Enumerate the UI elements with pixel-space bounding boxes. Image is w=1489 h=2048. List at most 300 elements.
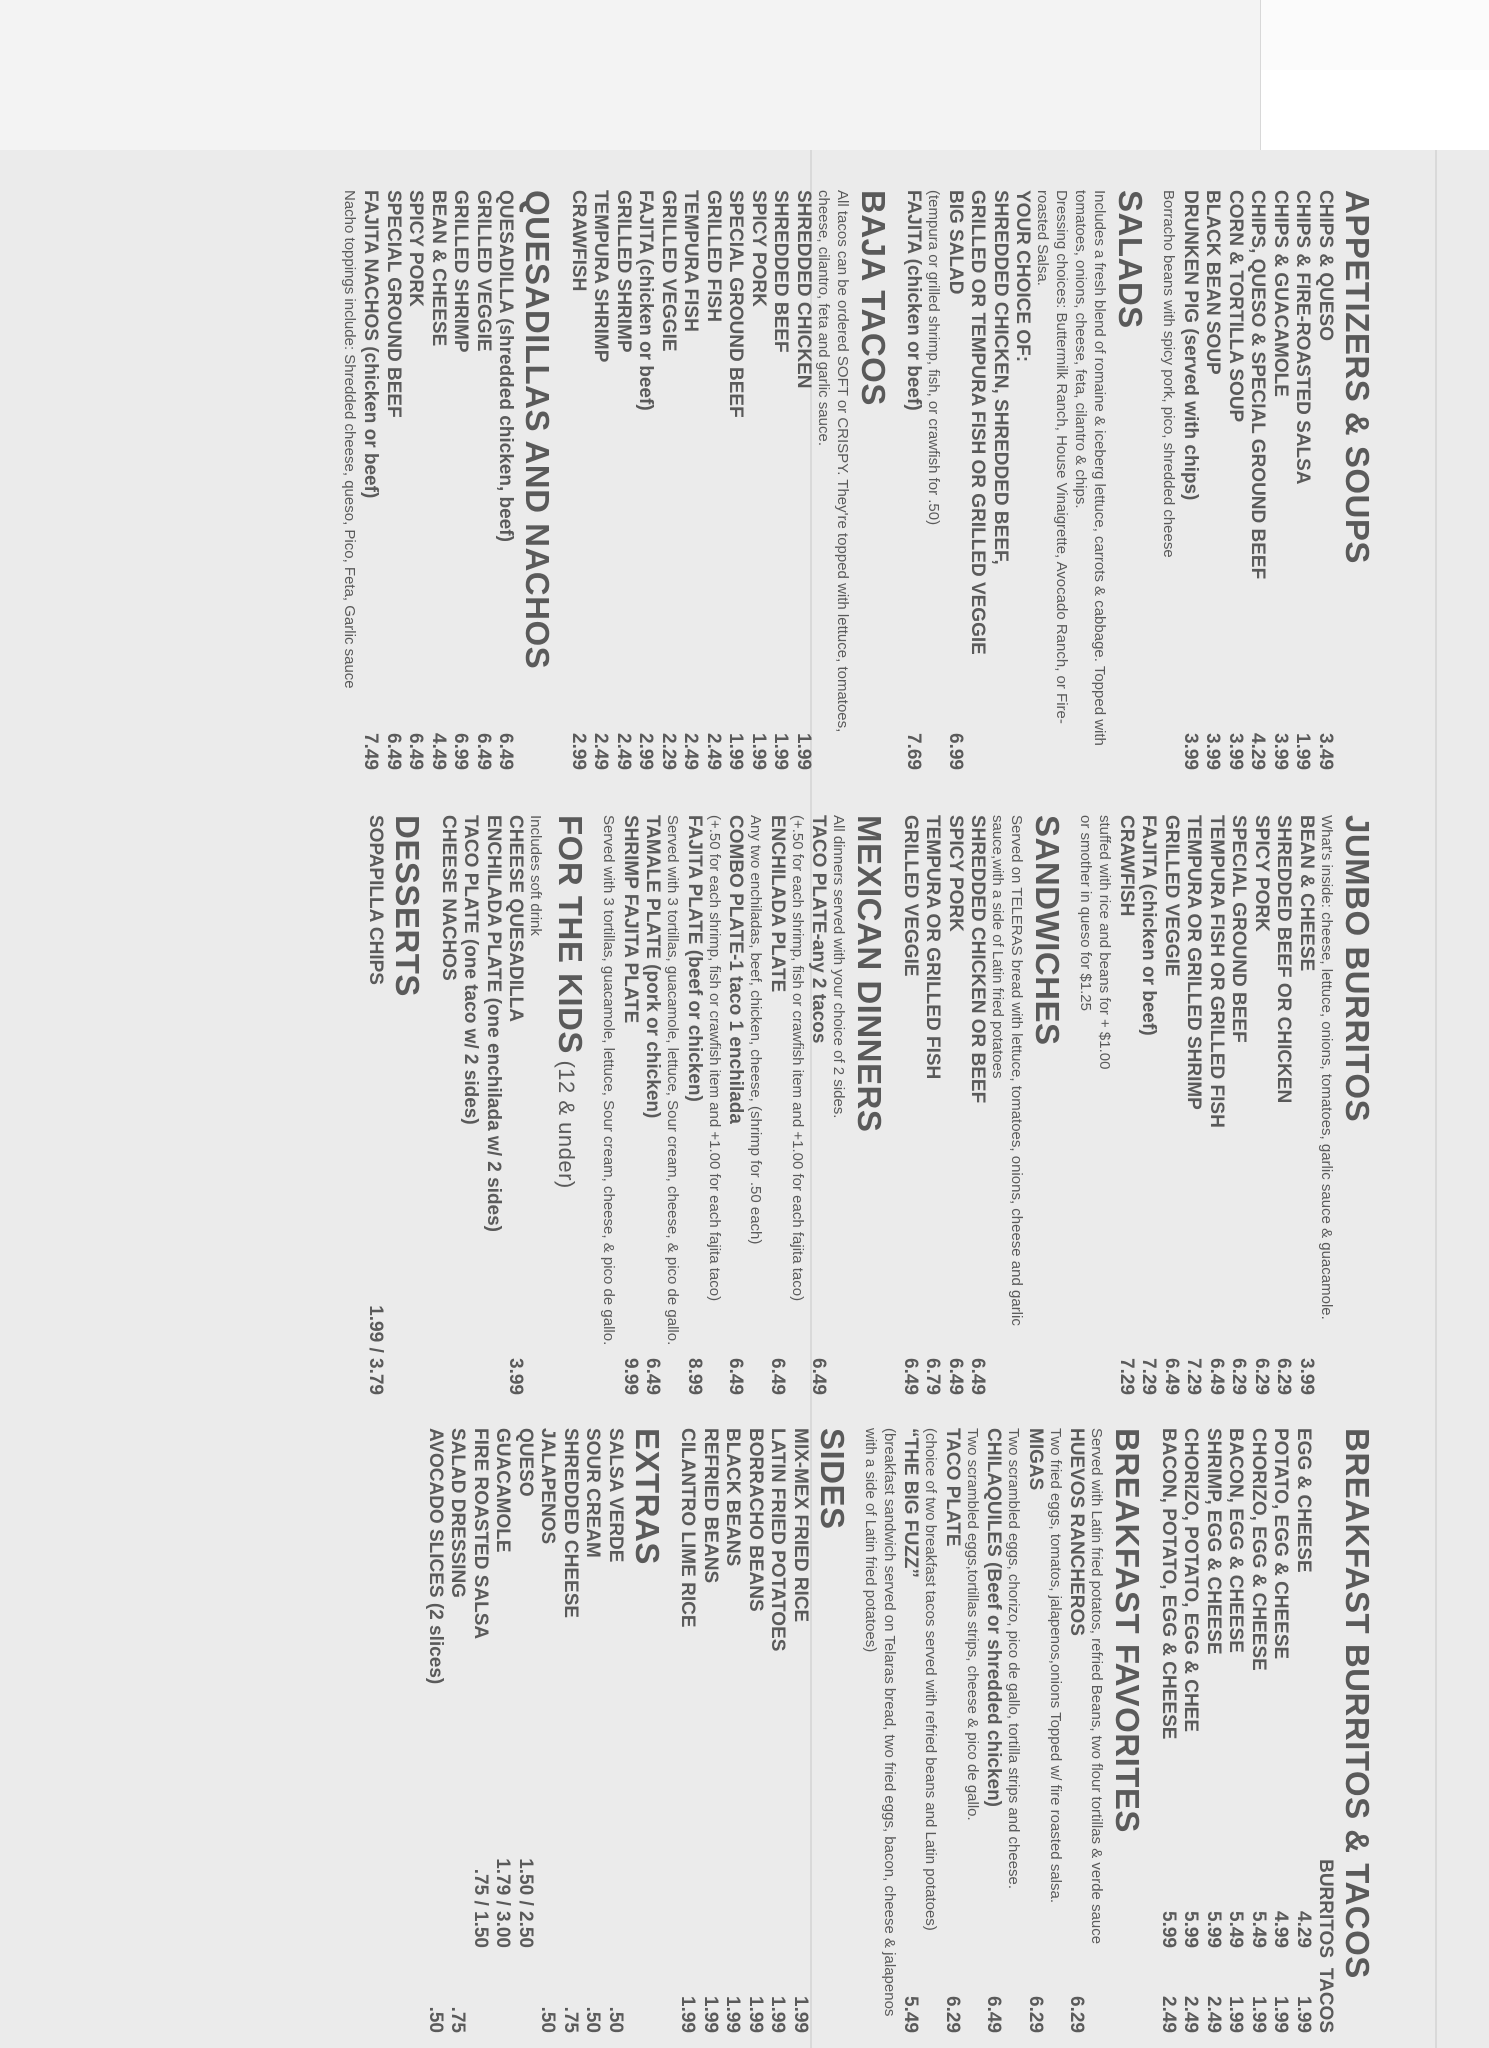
item-price: 1.99 [790, 1996, 811, 2033]
item-price: 6.49 [405, 733, 427, 770]
item-price [437, 1389, 460, 1395]
section-title: APPETIZERS & SOUPS [1339, 190, 1376, 564]
menu-item [494, 190, 517, 770]
item-description: Two scrambled eggs, chorizo, pico de gallo, tortilla strips and cheese. [1005, 1428, 1023, 1890]
item-description: Nacho toppings include: Shredded cheese, queso, Pico, Feta, Garlic sauce [341, 190, 358, 689]
menu-item [469, 1428, 492, 2033]
item-price: 1.99 [700, 1996, 721, 2033]
item-name: MIX-MEX FRIED RICE [790, 1428, 811, 1623]
burrito-price [536, 1798, 559, 1948]
item-price: 6.49 [808, 1358, 830, 1395]
burrito-price [581, 1798, 604, 1948]
overlapping-sheet [0, 0, 1261, 160]
item-description: Served with Latin fried potatos, refried Beans, two flour tortillas & verde sauce [1088, 1428, 1106, 1945]
item-prices [1292, 1848, 1315, 2033]
menu-item [744, 1428, 767, 2033]
menu-item [1011, 190, 1034, 770]
item-price: 6.99 [945, 733, 966, 770]
menu-item [359, 190, 382, 770]
menu-item [1201, 190, 1224, 770]
menu-item [491, 1428, 514, 2033]
section-heading: EXTRAS [629, 1428, 666, 1565]
section-title: MEXICAN DINNERS [851, 815, 889, 1133]
price-column-headers [1314, 1428, 1336, 2033]
item-prices [536, 1798, 559, 2033]
menu-item [1250, 815, 1273, 1395]
burrito-price: .75 / 1.50 [470, 1868, 491, 1948]
section-heading: BREAKFAST FAVORITES [1109, 1428, 1147, 1833]
item-name: BIG SALAD [945, 190, 966, 295]
item-description: (breakfast sandwich served on Telaras bread, two fried eggs, bacon, cheese & jalapenos with a side of Latin fried potatoes) [862, 1428, 898, 2017]
menu-item [766, 815, 789, 1395]
item-name: SHREDDED CHICKEN, SHREDDED BEEF, [990, 190, 1011, 565]
item-price: 2.49 [680, 733, 702, 770]
item-price: 1.99 [767, 1996, 789, 2033]
burrito-price: 5.49 [1225, 1911, 1247, 1948]
menu-item [1205, 815, 1228, 1395]
item-name: SHREDDED BEEF [770, 190, 792, 353]
item-price: 1.99 / 3.79 [365, 1305, 387, 1395]
menu-item [1179, 1428, 1202, 2033]
menu-item [404, 190, 427, 770]
item-name: GRILLED VEGGIE [473, 190, 494, 352]
section-title: JUMBO BURRITOS [1339, 815, 1376, 1123]
item-price: 7.69 [903, 733, 925, 770]
menu-column-2 [364, 815, 1386, 1395]
menu-item [1291, 190, 1314, 770]
menu-item [634, 190, 657, 770]
item-prices [469, 1798, 492, 2033]
item-prices [491, 1798, 514, 2033]
item-price: 9.99 [620, 1358, 641, 1395]
item-price: 6.49 [900, 1358, 921, 1395]
item-name: CHILAQUILES (Beef or shredded chicken) [983, 1428, 1005, 1808]
burritos-column-header: BURRITOS [1315, 1859, 1336, 1958]
item-name: CHEESE NACHOS [438, 815, 459, 981]
item-name: TACO PLATE-any 2 tacos [808, 815, 830, 1044]
item-price: 2.29 [658, 733, 679, 770]
item-price: 7.49 [360, 733, 382, 770]
menu-item [559, 1428, 582, 2033]
section-heading [851, 815, 889, 1395]
item-name: TEMPURA OR GRILLED FISH [922, 815, 944, 1080]
menu-item [514, 1428, 537, 2033]
item-price: 1.99 [745, 1996, 766, 2033]
item-name: HUEVOS RANCHEROS [1066, 1428, 1088, 1636]
menu-item [364, 815, 387, 1395]
item-price: 6.99 [450, 733, 472, 770]
item-price: 3.99 [1296, 1358, 1317, 1395]
menu-item [941, 1428, 964, 2033]
section-heading [1029, 815, 1067, 1395]
menu-item [944, 815, 967, 1395]
menu-item [536, 1428, 559, 2033]
item-name: FAJITA PLATE (beef or chicken) [684, 815, 705, 1102]
item-price: 1.99 [748, 733, 769, 770]
menu-content [0, 150, 1424, 2048]
item-name: BLACK BEANS [722, 1428, 744, 1567]
burrito-price: 5.99 [1180, 1911, 1202, 1948]
item-name: FAJITA NACHOS (chicken or beef) [360, 190, 382, 499]
item-description: Includes soft drink [527, 815, 545, 936]
item-name: GUACAMOLE [492, 1428, 514, 1553]
menu-item [437, 815, 460, 1395]
item-prices [559, 1798, 582, 2033]
item-price: 2.49 [703, 733, 724, 770]
menu-item [769, 190, 792, 770]
item-description: (tempura or grilled shrimp, fish, or crawfish for .50) [925, 190, 943, 526]
burrito-price: 5.99 [1158, 1911, 1179, 1948]
item-price: 1.99 [770, 733, 792, 770]
item-name: SPICY PORK [405, 190, 427, 307]
menu-item [683, 815, 706, 1395]
item-name: SHRIMP FAJITA PLATE [620, 815, 641, 1024]
menu-item [446, 1428, 469, 2033]
item-name: SPECIAL GROUND BEEF [1228, 815, 1250, 1043]
item-price [1011, 764, 1034, 770]
item-name: POTATO, EGG & CHEESE [1270, 1428, 1292, 1660]
menu-item [459, 815, 482, 1395]
item-price [989, 764, 1012, 770]
menu-item [789, 1428, 812, 2033]
menu-item [1247, 1428, 1270, 2033]
menu-item [899, 1428, 922, 2033]
item-name: “THE BIG FUZZ” [900, 1428, 922, 1578]
item-name: SHRIMP, EGG & CHEESE [1203, 1428, 1224, 1655]
item-description: All dinners served with your choice of 2 sides. [830, 815, 848, 1119]
item-name: CHIPS & FIRE-ROASTED SALSA [1292, 190, 1314, 485]
item-price: 6.49 [967, 1358, 989, 1395]
menu-item [449, 190, 472, 770]
menu-item [724, 190, 747, 770]
menu-item [676, 1428, 699, 2033]
burrito-price [559, 1798, 582, 1948]
menu-item [966, 190, 989, 770]
item-price: 6.49 [725, 1358, 747, 1395]
item-price: 5.49 [900, 1996, 922, 2033]
menu-item [612, 190, 635, 770]
item-name: GRILLED VEGGIE [900, 815, 921, 977]
item-name: TEMPURA FISH OR GRILLED FISH [1206, 815, 1227, 1128]
burrito-price: 5.99 [1203, 1911, 1224, 1948]
item-prices [424, 1798, 447, 2033]
item-name: GRILLED SHRIMP [613, 190, 634, 353]
item-price: 6.49 [642, 1358, 664, 1395]
section-heading [1338, 190, 1376, 770]
menu-item [1246, 190, 1269, 770]
item-price: 7.29 [1116, 1358, 1137, 1395]
taco-price: 2.49 [1158, 1996, 1179, 2033]
item-description: (choice of two breakfast tacos served with refried beans and Latin potatoes) [922, 1428, 940, 1931]
item-name: SOUR CREAM [582, 1428, 604, 1558]
item-prices [1247, 1848, 1270, 2033]
item-price: 4.49 [428, 733, 449, 770]
item-name: SPECIAL GROUND BEEF [725, 190, 747, 418]
item-price: 6.49 [383, 733, 404, 770]
menu-column-1 [340, 190, 1386, 770]
item-description: Includes a fresh blend of romaine & iceberg lettuce, carrots & cabbage. Topped with tomatoes, onions, cheese, feta, cilantro & chips. [1072, 190, 1109, 746]
burrito-price: 5.49 [1248, 1911, 1269, 1948]
item-name: FIRE ROASTED SALSA [470, 1428, 491, 1640]
item-price: 7.29 [1138, 1358, 1160, 1395]
item-price [482, 1389, 505, 1395]
item-name: SHREDDED BEEF OR CHICKEN [1273, 815, 1295, 1104]
item-price: 6.29 [1273, 1358, 1295, 1395]
item-name: CRAWFISH [1116, 815, 1137, 917]
item-name: SPICY PORK [748, 190, 769, 307]
item-price: 3.49 [1315, 733, 1336, 770]
item-name: EGG & CHEESE [1293, 1428, 1314, 1573]
section-heading [519, 190, 557, 770]
item-name: FAJITA (chicken or beef) [903, 190, 925, 411]
item-price: 3.99 [505, 1358, 527, 1395]
item-price: 1.99 [725, 733, 747, 770]
item-description: Dressing choices: Buttermilk Ranch, House Vinaigrette, Avocado Ranch, or Fire- roasted Salsa. [1034, 190, 1071, 724]
item-name: GRILLED FISH [703, 190, 724, 322]
menu-item [902, 190, 925, 770]
burrito-price: 4.99 [1270, 1911, 1292, 1948]
section-title: QUESADILLAS AND NACHOS [519, 190, 557, 670]
item-description: stuffed with rice and beans for + $1.00 [1096, 815, 1114, 1070]
taco-price [514, 1948, 537, 2033]
menu-item [1227, 815, 1250, 1395]
menu-item [1157, 1428, 1180, 2033]
menu-item [382, 190, 405, 770]
section-heading [1338, 815, 1376, 1395]
item-price: 1.99 [1292, 733, 1314, 770]
item-description: Any two enchiladas, beef, chicken, cheese, (shrimp for .50 each) [747, 815, 765, 1245]
item-name: GRILLED OR TEMPURA FISH OR GRILLED VEGGIE [967, 190, 989, 655]
item-price: 6.49 [1206, 1358, 1227, 1395]
item-name: SOPAPILLA CHIPS [365, 815, 387, 985]
menu-item [1272, 815, 1295, 1395]
item-price: 2.49 [613, 733, 634, 770]
burrito-price: 4.29 [1293, 1911, 1314, 1948]
item-name: QUESO [515, 1428, 536, 1497]
menu-item [472, 190, 495, 770]
item-prices [1157, 1848, 1180, 2033]
menu-item [604, 1428, 627, 2033]
item-price: 8.99 [684, 1358, 705, 1395]
menu-item [1202, 1428, 1225, 2033]
item-name: YOUR CHOICE OF: [1012, 190, 1034, 363]
item-name: BEAN & CHEESE [428, 190, 449, 347]
menu-item [766, 1428, 789, 2033]
item-name: TAMALE PLATE (pork or chicken) [642, 815, 664, 1119]
item-price: 3.99 [1270, 733, 1291, 770]
menu-item [482, 815, 505, 1395]
item-name: CHEESE QUESADILLA [505, 815, 527, 1022]
section-title: SANDWICHES [1029, 815, 1067, 1046]
section-heading [854, 190, 892, 770]
item-price: 3.99 [1180, 733, 1201, 770]
section-title: DESSERTS [389, 815, 427, 997]
menu-item [899, 815, 922, 1395]
tacos-column-header: TACOS [1315, 1967, 1336, 2033]
item-prices [514, 1798, 537, 2033]
menu-item [1269, 1428, 1292, 2033]
taco-price [469, 1948, 492, 2033]
menu-item [1115, 815, 1138, 1395]
menu-item [702, 190, 725, 770]
item-price: 3.99 [1202, 733, 1224, 770]
item-name: TEMPURA SHRIMP [590, 190, 612, 363]
section-heading [389, 815, 427, 1395]
item-name: MIGAS [1025, 1428, 1046, 1491]
item-price: 2.49 [590, 733, 612, 770]
item-name: CORN & TORTILLA SOUP [1225, 190, 1246, 423]
menu-item [657, 190, 680, 770]
menu-item [504, 815, 527, 1395]
item-name: BACON, EGG & CHEESE [1225, 1428, 1247, 1653]
item-name: BLACK BEAN SOUP [1202, 190, 1224, 375]
burrito-price [424, 1798, 447, 1948]
item-name: SALAD DRESSING [447, 1428, 469, 1598]
taco-price [491, 1948, 514, 2033]
item-price: 6.29 [1025, 1996, 1046, 2033]
item-price: 7.29 [1183, 1358, 1205, 1395]
item-name: QUESADILLA (shredded chicken, beef) [495, 190, 517, 542]
item-name: CHIPS & GUACAMOLE [1270, 190, 1291, 397]
item-description: Served with 3 tortillas, guacamole, lettuce, Sour cream, cheese, & pico de gallo. [600, 815, 618, 1346]
item-price: 6.49 [473, 733, 494, 770]
item-prices [1202, 1848, 1225, 2033]
section-heading: SIDES [814, 1428, 851, 1530]
menu-item [1224, 1428, 1247, 2033]
menu-item [567, 190, 590, 770]
menu-column-3 [424, 1428, 1387, 2033]
item-price: 6.49 [495, 733, 517, 770]
menu-item [1160, 815, 1183, 1395]
item-name: TACO PLATE [942, 1428, 963, 1547]
item-name: SALSA VERDE [605, 1428, 626, 1563]
menu-item [699, 1428, 722, 2033]
menu-item [424, 1428, 447, 2033]
item-name: SPECIAL GROUND BEEF [383, 190, 404, 418]
item-prices [581, 1798, 604, 2033]
fold-line [1435, 150, 1437, 2048]
taco-price: 2.49 [1180, 1996, 1202, 2033]
menu-item [581, 1428, 604, 2033]
item-name: FAJITA (chicken or beef) [1138, 815, 1160, 1036]
item-prices [1179, 1848, 1202, 2033]
item-price: 1.99 [793, 733, 814, 770]
item-name: TACO PLATE (one taco w/ 2 sides) [460, 815, 482, 1125]
menu-item [1269, 190, 1292, 770]
burrito-price: 1.50 / 2.50 [515, 1858, 536, 1948]
item-description: What's inside: cheese, lettuce, onions, tomatoes, garlic sauce & guacamole. [1318, 815, 1335, 1320]
menu-item [1024, 1428, 1047, 2033]
burrito-price: 1.79 / 3.00 [492, 1858, 514, 1948]
item-price: 4.29 [1247, 733, 1269, 770]
menu-item [1065, 1428, 1088, 2033]
item-description: or smother in queso for $1.25 [1077, 815, 1095, 1011]
item-name: SHREDDED CHICKEN [793, 190, 814, 389]
menu-item [989, 190, 1012, 770]
taco-price: .50 [425, 2006, 446, 2033]
menu-item [721, 1428, 744, 2033]
taco-price: .75 [560, 2006, 581, 2033]
menu-item [1224, 190, 1247, 770]
item-name: BACON, POTATO, EGG & CHEESE [1158, 1428, 1179, 1740]
menu-item [1137, 815, 1160, 1395]
item-name: CHIPS & QUESO [1315, 190, 1336, 341]
item-description: Two scrambled eggs,tortillas strips, cheese & pico de gallo. [964, 1428, 981, 1821]
item-name: TEMPURA FISH [680, 190, 702, 332]
item-price: 6.29 [1251, 1358, 1272, 1395]
item-name: GRILLED VEGGIE [1161, 815, 1182, 977]
item-name: BORRACHO BEANS [745, 1428, 766, 1612]
item-price: 6.79 [922, 1358, 944, 1395]
section-heading: BREAKFAST BURRITOS & TACOS [1339, 1428, 1376, 1979]
taco-price: .50 [605, 2006, 626, 2033]
item-name: SHREDDED CHEESE [560, 1428, 581, 1619]
menu-item [807, 815, 830, 1395]
item-name: REFRIED BEANS [700, 1428, 721, 1584]
item-price: 6.49 [1161, 1358, 1182, 1395]
item-description: (+.50 for each shrimp, fish or crawfish item and +1.00 for each fajita taco) [789, 815, 806, 1302]
menu-item [921, 815, 944, 1395]
section-title: FOR THE KIDS [552, 815, 590, 1054]
menu-item [1314, 190, 1337, 770]
item-name: LATIN FRIED POTATOES [767, 1428, 789, 1652]
item-name: BEAN & CHEESE [1296, 815, 1317, 972]
taco-price: 2.49 [1203, 1996, 1224, 2033]
item-price: 3.99 [1225, 733, 1246, 770]
taco-price: 1.99 [1270, 1996, 1292, 2033]
menu-item [679, 190, 702, 770]
menu-item [1295, 815, 1318, 1395]
item-name: CHORIZO, POTATO, EGG & CHEE [1180, 1428, 1202, 1733]
item-description: Served on TELERAS bread with lettuce, tomatoes, onions, cheese and garlic sauce,with a side of Latin fried potatoes [989, 815, 1026, 1326]
section-heading [548, 815, 590, 1395]
menu-item [427, 190, 450, 770]
menu-item [589, 190, 612, 770]
item-name: JALAPENOS [537, 1428, 559, 1545]
item-prices [1224, 1848, 1247, 2033]
item-price: 2.99 [568, 733, 589, 770]
item-name: ENCHILADA PLATE (one enchilada w/ 2 sides) [483, 815, 504, 1233]
burrito-price [446, 1798, 469, 1948]
item-name: CILANTRO LIME RICE [677, 1428, 699, 1628]
menu-item [944, 190, 967, 770]
item-name: GRILLED SHRIMP [450, 190, 472, 353]
item-name: TEMPURA OR GRILLED SHRIMP [1183, 815, 1205, 1110]
item-description: Borracho beans with spicy pork, pico, shredded cheese [1160, 190, 1178, 558]
taco-price: .50 [537, 2006, 559, 2033]
item-name: COMBO PLATE-1 taco 1 enchilada [725, 815, 747, 1124]
item-description: All tacos can be ordered SOFT or CRISPY. They're topped with lettuce, tomatoes, cheese, cilantro, feta and garlic sauce. [815, 190, 851, 733]
item-prices [604, 1798, 627, 2033]
item-price: 1.99 [677, 1996, 699, 2033]
taco-price: .50 [582, 2006, 604, 2033]
item-price: 6.49 [945, 1358, 966, 1395]
item-price [459, 1389, 482, 1395]
item-name: GRILLED VEGGIE [658, 190, 679, 352]
menu-item [619, 815, 642, 1395]
burrito-price [604, 1798, 627, 1948]
menu-item [966, 815, 989, 1395]
section-subtitle: (12 & under) [554, 1053, 580, 1189]
item-price [966, 764, 989, 770]
item-name: CHORIZO, EGG & CHEESE [1248, 1428, 1269, 1671]
item-name: SHREDDED CHICKEN OR BEEF [967, 815, 989, 1104]
taco-price: .75 [447, 2006, 469, 2033]
item-price: 6.29 [1066, 1996, 1088, 2033]
item-price: 1.99 [722, 1996, 744, 2033]
item-prices [446, 1798, 469, 2033]
item-price: 6.49 [983, 1996, 1005, 2033]
